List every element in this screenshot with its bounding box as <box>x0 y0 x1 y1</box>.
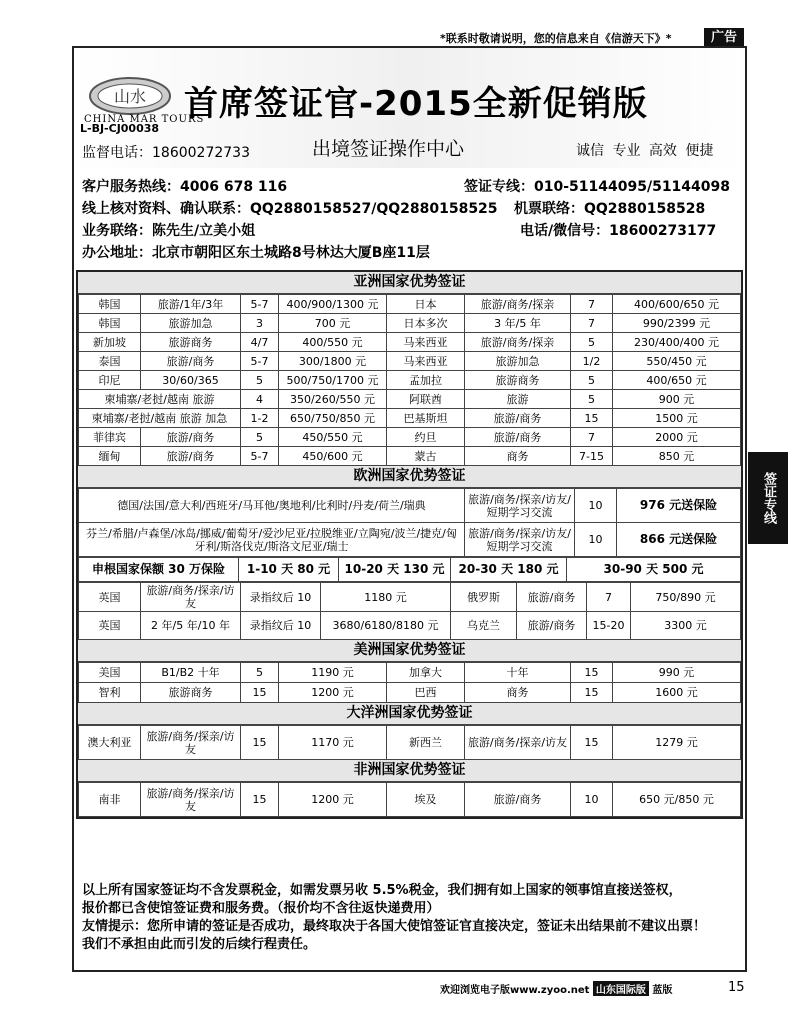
table-cell: 新加坡 <box>79 333 141 352</box>
table-row <box>79 523 741 557</box>
bottom-url: 欢迎浏览电子版www.zyoo.net <box>440 985 590 996</box>
table-cell: 5 <box>571 333 613 352</box>
table-cell: 1170 元 <box>279 726 387 760</box>
section-africa: 非洲国家优势签证 <box>78 760 741 782</box>
top-notice: *联系时敬请说明，您的信息来自《信游天下》* <box>440 32 672 45</box>
table-cell: 3300 元 <box>631 612 741 640</box>
table-row <box>79 612 741 640</box>
table-cell: 德国/法国/意大利/西班牙/马耳他/奥地利/比利时/丹麦/荷兰/瑞典 <box>79 489 465 523</box>
table-row <box>79 663 741 683</box>
table-cell: 990/2399 元 <box>613 314 741 333</box>
table-cell: 5-7 <box>241 447 279 466</box>
table-cell: 3 年/5 年 <box>465 314 571 333</box>
table-cell: 5 <box>241 371 279 390</box>
table-cell: 990 元 <box>613 663 741 683</box>
insurance-cell: 30-90 天 500 元 <box>567 558 741 582</box>
table-cell: 900 元 <box>613 390 741 409</box>
table-cell: 30/60/365 <box>141 371 241 390</box>
table-cell: 400/550 元 <box>279 333 387 352</box>
table-cell: 7 <box>571 295 613 314</box>
table-cell: 7 <box>587 583 631 612</box>
ticket-contact: 机票联络：QQ2880158528 <box>514 201 706 217</box>
table-cell: 日本多次 <box>387 314 465 333</box>
table-cell: 旅游商务 <box>141 683 241 703</box>
page-title: 首席签证官-2015全新促销版 <box>184 84 648 124</box>
section-europe: 欧洲国家优势签证 <box>78 466 741 488</box>
table-cell: 300/1800 元 <box>279 352 387 371</box>
table-cell: 旅游/商务 <box>141 447 241 466</box>
table-cell: 菲律宾 <box>79 428 141 447</box>
table-cell: 柬埔寨/老挝/越南 旅游 加急 <box>79 409 241 428</box>
table-cell: 日本 <box>387 295 465 314</box>
table-cell: 旅游/商务 <box>465 783 571 817</box>
table-cell: 旅游/商务 <box>517 612 587 640</box>
table-cell: 1200 元 <box>279 783 387 817</box>
table-row <box>79 447 741 466</box>
table-cell: 旅游/1年/3年 <box>141 295 241 314</box>
table-cell: 巴西 <box>387 683 465 703</box>
table-cell: 印尼 <box>79 371 141 390</box>
table-cell: 15 <box>571 409 613 428</box>
table-cell: 4 <box>241 390 279 409</box>
table-cell: 3680/6180/8180 元 <box>321 612 451 640</box>
table-cell: 15 <box>571 683 613 703</box>
africa-table <box>78 782 741 817</box>
section-asia: 亚洲国家优势签证 <box>78 272 741 294</box>
table-cell: 旅游加急 <box>141 314 241 333</box>
table-cell: 10 <box>575 489 617 523</box>
table-cell: 俄罗斯 <box>451 583 517 612</box>
note-line: 以上所有国家签证均不含发票税金，如需发票另收 5.5%税金，我们拥有如上国家的领事馆直接送签权， <box>82 883 682 898</box>
table-cell: 孟加拉 <box>387 371 465 390</box>
business-contact: 业务联络：陈先生/立美小姐 <box>82 223 256 239</box>
table-cell: 马来西亚 <box>387 352 465 371</box>
color-tag: 蓝版 <box>652 985 673 996</box>
table-cell: 旅游商务 <box>141 333 241 352</box>
table-row <box>79 583 741 612</box>
table-cell: 1600 元 <box>613 683 741 703</box>
table-cell: 旅游 <box>465 390 571 409</box>
table-row <box>79 333 741 352</box>
table-cell: 650 元/850 元 <box>613 783 741 817</box>
table-cell: 1200 元 <box>279 683 387 703</box>
table-cell: 1180 元 <box>321 583 451 612</box>
table-cell: 15 <box>241 683 279 703</box>
table-cell: 1/2 <box>571 352 613 371</box>
table-cell: 加拿大 <box>387 663 465 683</box>
table-cell: 5 <box>241 663 279 683</box>
header <box>74 48 745 168</box>
table-cell: 5 <box>241 428 279 447</box>
table-row <box>79 683 741 703</box>
table-cell: 约旦 <box>387 428 465 447</box>
logo-cn-text: 山水 <box>113 87 147 106</box>
table-cell: 旅游/商务/探亲/访友 <box>141 583 241 612</box>
table-cell: 旅游/商务 <box>465 428 571 447</box>
table-cell: 5-7 <box>241 352 279 371</box>
table-cell: 商务 <box>465 683 571 703</box>
table-cell: 阿联酋 <box>387 390 465 409</box>
table-cell: 旅游/商务/探亲/访友 <box>141 726 241 760</box>
table-cell: 旅游/商务/探亲/访友/短期学习交流 <box>465 489 575 523</box>
table-cell: 650/750/850 元 <box>279 409 387 428</box>
table-cell: 400/900/1300 元 <box>279 295 387 314</box>
table-cell: 旅游/商务/探亲 <box>465 295 571 314</box>
uk-russia-table <box>78 582 741 640</box>
table-row <box>79 390 741 409</box>
table-cell: 750/890 元 <box>631 583 741 612</box>
insurance-table <box>78 557 741 582</box>
supervise-phone: 监督电话：18600272733 <box>82 145 250 161</box>
table-cell: 蒙古 <box>387 447 465 466</box>
americas-table <box>78 662 741 703</box>
footer-notes <box>82 882 742 954</box>
table-cell: 韩国 <box>79 295 141 314</box>
table-cell: 巴基斯坦 <box>387 409 465 428</box>
table-cell: 韩国 <box>79 314 141 333</box>
address: 办公地址：北京市朝阳区东土城路8号林达大厦B座11层 <box>82 245 430 261</box>
subtitle: 出境签证操作中心 <box>312 138 465 160</box>
ad-tag: 广告 <box>704 28 744 48</box>
visa-price-table <box>76 270 743 819</box>
table-cell: 旅游/商务 <box>141 428 241 447</box>
table-cell: B1/B2 十年 <box>141 663 241 683</box>
table-cell: 10 <box>575 523 617 557</box>
table-cell: 录指纹后 10 <box>241 583 321 612</box>
table-cell: 7-15 <box>571 447 613 466</box>
table-cell: 马来西亚 <box>387 333 465 352</box>
table-cell: 500/750/1700 元 <box>279 371 387 390</box>
table-cell: 录指纹后 10 <box>241 612 321 640</box>
table-cell: 230/400/400 元 <box>613 333 741 352</box>
table-cell: 866 元送保险 <box>617 523 741 557</box>
bottom-bar <box>440 981 672 996</box>
table-row <box>79 783 741 817</box>
table-cell: 旅游加急 <box>465 352 571 371</box>
oceania-table <box>78 725 741 760</box>
table-cell: 400/650 元 <box>613 371 741 390</box>
insurance-cell: 申根国家保额 30 万保险 <box>79 558 239 582</box>
table-cell: 新西兰 <box>387 726 465 760</box>
section-oceania: 大洋洲国家优势签证 <box>78 703 741 725</box>
asia-table <box>78 294 741 466</box>
table-cell: 2000 元 <box>613 428 741 447</box>
table-cell: 7 <box>571 314 613 333</box>
table-cell: 智利 <box>79 683 141 703</box>
table-cell: 旅游商务 <box>465 371 571 390</box>
table-cell: 450/550 元 <box>279 428 387 447</box>
table-row <box>79 726 741 760</box>
table-cell: 5 <box>571 390 613 409</box>
license-number: L-BJ-CJ00038 <box>80 122 160 135</box>
table-row <box>79 409 741 428</box>
table-cell: 乌克兰 <box>451 612 517 640</box>
table-row <box>79 371 741 390</box>
table-cell: 旅游/商务/探亲/访友 <box>141 783 241 817</box>
table-cell: 10 <box>571 783 613 817</box>
table-cell: 英国 <box>79 612 141 640</box>
table-cell: 旅游/商务/探亲 <box>465 333 571 352</box>
table-row <box>79 352 741 371</box>
table-cell: 十年 <box>465 663 571 683</box>
side-tab: 签证专线 <box>748 452 788 544</box>
table-cell: 400/600/650 元 <box>613 295 741 314</box>
table-cell: 15 <box>241 726 279 760</box>
table-cell: 1279 元 <box>613 726 741 760</box>
table-cell: 旅游/商务 <box>465 409 571 428</box>
table-cell: 英国 <box>79 583 141 612</box>
online-contact: 线上核对资料、确认联系：QQ2880158527/QQ2880158525 <box>82 201 498 217</box>
table-cell: 976 元送保险 <box>617 489 741 523</box>
insurance-cell: 10-20 天 130 元 <box>339 558 451 582</box>
table-cell: 5 <box>571 371 613 390</box>
section-americas: 美洲国家优势签证 <box>78 640 741 662</box>
table-cell: 澳大利亚 <box>79 726 141 760</box>
note-line: 我们不承担由此而引发的后续行程责任。 <box>82 937 317 952</box>
table-cell: 缅甸 <box>79 447 141 466</box>
hotline: 客户服务热线：4006 678 116 <box>82 179 288 195</box>
table-cell: 1-2 <box>241 409 279 428</box>
table-cell: 商务 <box>465 447 571 466</box>
table-cell: 350/260/550 元 <box>279 390 387 409</box>
table-row <box>79 489 741 523</box>
table-cell: 埃及 <box>387 783 465 817</box>
table-cell: 15 <box>571 663 613 683</box>
table-cell: 美国 <box>79 663 141 683</box>
visa-line: 签证专线：010-51144095/51144098 <box>464 179 731 195</box>
phone-wechat: 电话/微信号：18600273177 <box>520 223 717 239</box>
table-cell: 旅游/商务/探亲/访友/短期学习交流 <box>465 523 575 557</box>
europe-table <box>78 488 741 557</box>
table-row <box>79 295 741 314</box>
table-cell: 1500 元 <box>613 409 741 428</box>
table-cell: 7 <box>571 428 613 447</box>
table-cell: 850 元 <box>613 447 741 466</box>
table-cell: 柬埔寨/老挝/越南 旅游 <box>79 390 241 409</box>
table-cell: 旅游/商务 <box>141 352 241 371</box>
table-cell: 旅游/商务 <box>517 583 587 612</box>
slogan: 诚信 专业 高效 便捷 <box>576 143 714 159</box>
note-line: 报价都已含使馆签证费和服务费。（报价均不含往返快递费用） <box>82 901 440 916</box>
table-cell: 3 <box>241 314 279 333</box>
table-cell: 15 <box>241 783 279 817</box>
ad-frame <box>72 46 747 972</box>
table-cell: 南非 <box>79 783 141 817</box>
insurance-cell: 20-30 天 180 元 <box>451 558 567 582</box>
edition-tag: 山东国际版 <box>593 981 649 996</box>
table-cell: 15-20 <box>587 612 631 640</box>
logo-en-text: CHINA MAR TOURS <box>84 114 205 125</box>
table-cell: 700 元 <box>279 314 387 333</box>
table-cell: 芬兰/希腊/卢森堡/冰岛/挪威/葡萄牙/爱沙尼亚/拉脱维亚/立陶宛/波兰/捷克/匈牙利/斯洛伐克/斯洛文尼亚/瑞士 <box>79 523 465 557</box>
table-cell: 旅游/商务/探亲/访友 <box>465 726 571 760</box>
table-cell: 5-7 <box>241 295 279 314</box>
table-row <box>79 428 741 447</box>
table-cell: 泰国 <box>79 352 141 371</box>
page-number: 15 <box>728 980 745 995</box>
table-cell: 450/600 元 <box>279 447 387 466</box>
table-cell: 550/450 元 <box>613 352 741 371</box>
table-row <box>79 314 741 333</box>
insurance-cell: 1-10 天 80 元 <box>239 558 339 582</box>
table-cell: 15 <box>571 726 613 760</box>
table-cell: 2 年/5 年/10 年 <box>141 612 241 640</box>
table-cell: 1190 元 <box>279 663 387 683</box>
table-cell: 4/7 <box>241 333 279 352</box>
note-line: 友情提示：您所申请的签证是否成功，最终取决于各国大使馆签证官直接决定，签证未出结果前不建议出票！ <box>82 919 707 934</box>
